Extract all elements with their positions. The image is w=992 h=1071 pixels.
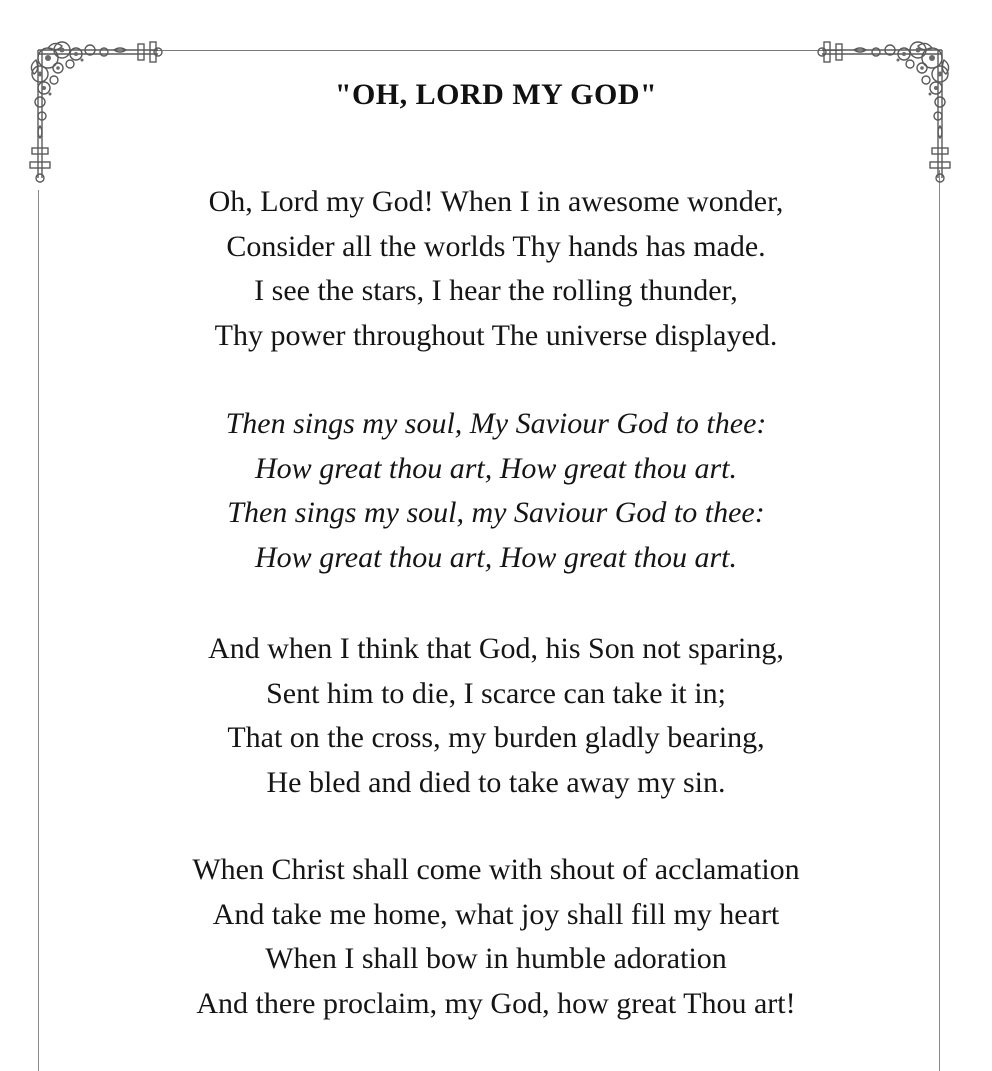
frame-top-border [150,50,842,51]
verse-line: And take me home, what joy shall fill my heart [212,897,780,931]
verse-line: When Christ shall come with shout of acclamation [192,853,800,886]
verse-line: And when I think that God, his Son not sparing, [208,632,784,665]
stanza-3 [0,627,992,805]
chorus-line: Then sings my soul, my Saviour God to thee: [227,496,765,529]
verse-line: Thy power throughout The universe displayed. [214,318,778,352]
chorus-line: How great thou art, How great thou art. [255,540,737,574]
stanza-4 [0,848,992,1026]
chorus-line: How great thou art, How great thou art. [255,451,737,485]
verse-line: When I shall bow in humble adoration [265,942,727,975]
stanza-1 [0,180,992,358]
verse-line: He bled and died to take away my sin. [266,765,726,799]
chorus-line: Then sings my soul, My Saviour God to thee: [225,407,767,440]
verse-line: Sent him to die, I scarce can take it in; [266,676,726,710]
chorus-stanza [0,402,992,580]
verse-line: Consider all the worlds Thy hands has made. [226,229,766,263]
verse-line: I see the stars, I hear the rolling thunder, [254,274,738,307]
verse-line: That on the cross, my burden gladly bearing, [227,721,765,754]
verse-line: Oh, Lord my God! When I in awesome wonder, [208,185,784,218]
verse-line: And there proclaim, my God, how great Thou art! [196,986,796,1020]
hymn-title: "OH, LORD MY GOD" [334,78,658,111]
